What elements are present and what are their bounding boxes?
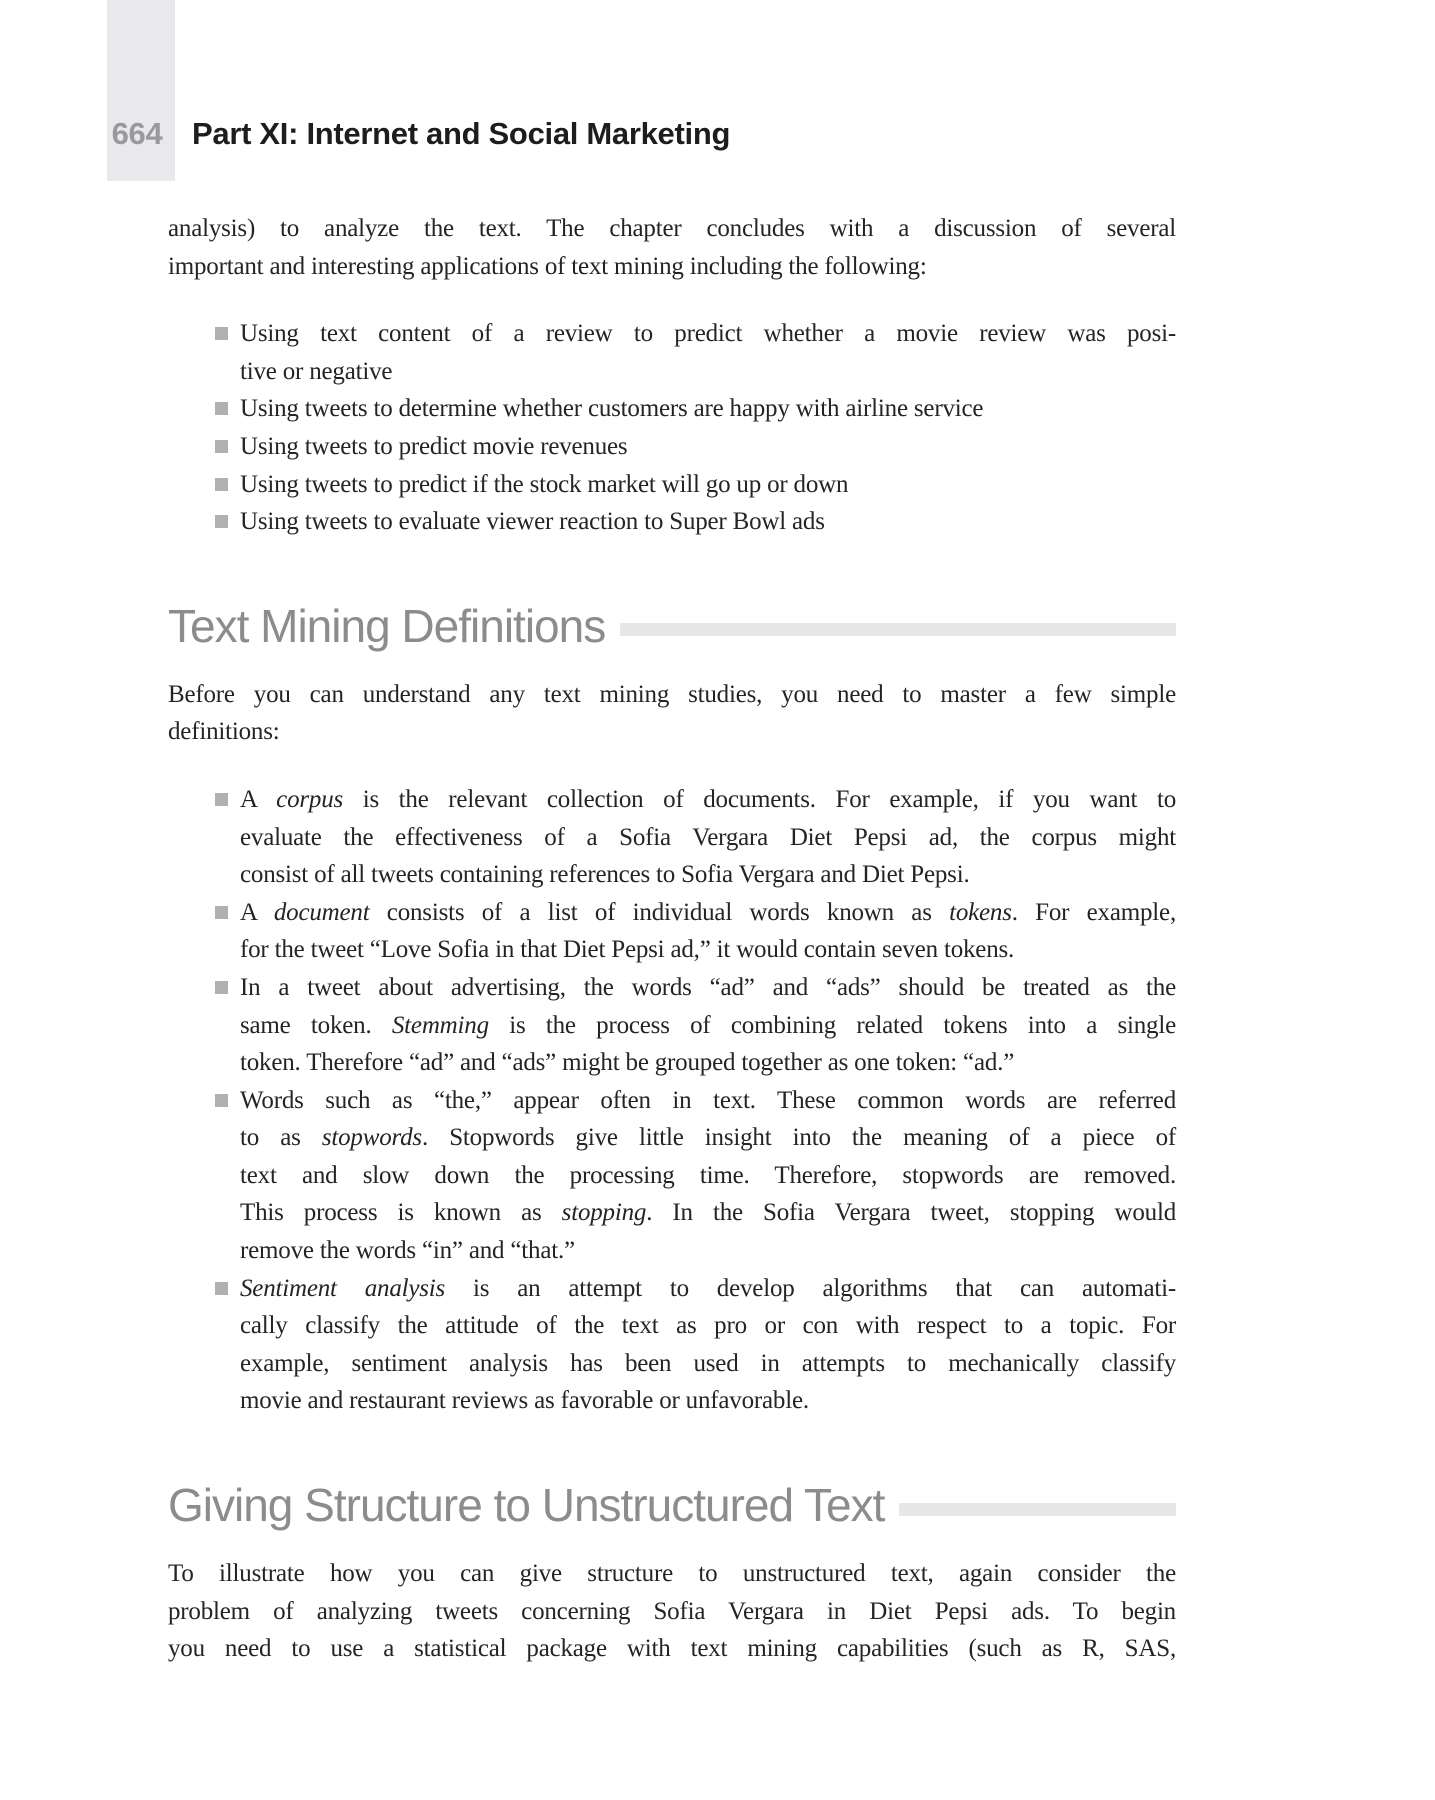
- text-line: [240, 1270, 1176, 1308]
- text-line: [240, 1232, 1176, 1270]
- text-line: [240, 894, 1176, 932]
- text-line: [240, 1157, 1176, 1195]
- bullet-square-icon: [215, 793, 228, 806]
- bullet-square-icon: [215, 402, 228, 415]
- heading-rule: [620, 623, 1176, 636]
- text-line: [240, 1044, 1176, 1082]
- text-run: Using tweets to predict movie revenues: [240, 432, 628, 460]
- list-item: [168, 1270, 1176, 1420]
- definitions-list: [168, 781, 1176, 1420]
- bullet-square-icon: [215, 981, 228, 994]
- structure-intro-paragraph: [168, 1555, 1176, 1668]
- text-run: example, sentiment analysis has been used in attempts to mechanically classify: [240, 1349, 1176, 1377]
- section-heading-text-mining-definitions: [168, 598, 1176, 654]
- heading-rule: [899, 1503, 1176, 1516]
- text-run: to as: [240, 1124, 322, 1152]
- section-heading-giving-structure: [168, 1477, 1176, 1533]
- page-header: [0, 116, 730, 152]
- list-item: [168, 315, 1176, 390]
- text-run: movie and restaurant reviews as favorable or unfavorable.: [240, 1387, 809, 1415]
- text-run: . For example,: [1011, 898, 1176, 926]
- text-run: consists of a list of individual words known as: [369, 898, 950, 926]
- page-corner-block: [107, 0, 175, 181]
- text-line: [240, 781, 1176, 819]
- italic-term: Sentiment analysis: [240, 1274, 446, 1302]
- text-run: problem of analyzing tweets concerning Sofia Vergara in Diet Pepsi ads. To begin: [168, 1597, 1176, 1625]
- text-line: [168, 248, 1176, 286]
- list-item: [168, 503, 1176, 541]
- text-line: [240, 969, 1176, 1007]
- text-run: Before you can understand any text mining studies, you need to master a few simple: [168, 680, 1176, 708]
- text-run: text and slow down the processing time. Therefore, stopwords are removed.: [240, 1161, 1176, 1189]
- text-line: [240, 503, 1176, 541]
- text-run: evaluate the effectiveness of a Sofia Vergara Diet Pepsi ad, the corpus might: [240, 823, 1176, 851]
- text-run: remove the words “in” and “that.”: [240, 1237, 575, 1265]
- italic-term: stopwords: [321, 1124, 422, 1152]
- page-number: 664: [111, 116, 163, 151]
- bullet-square-icon: [215, 1094, 228, 1107]
- text-run: Using tweets to evaluate viewer reaction to Super Bowl ads: [240, 508, 825, 536]
- text-run: Using tweets to determine whether customers are happy with airline service: [240, 395, 984, 423]
- definitions-intro-paragraph: [168, 676, 1176, 751]
- bullet-square-icon: [215, 1282, 228, 1295]
- text-run: . Stopwords give little insight into the meaning of a piece of: [421, 1124, 1176, 1152]
- text-run: important and interesting applications of text mining including the following:: [168, 252, 927, 280]
- document-body: [168, 210, 1176, 1668]
- list-item: [168, 894, 1176, 969]
- text-run: . In the Sofia Vergara tweet, stopping would: [646, 1199, 1176, 1227]
- text-line: [240, 428, 1176, 466]
- text-run: is the process of combining related tokens into a single: [488, 1011, 1176, 1039]
- text-line: [240, 819, 1176, 857]
- text-line: [168, 1630, 1176, 1668]
- italic-term: tokens: [949, 898, 1012, 926]
- italic-term: document: [273, 898, 370, 926]
- text-run: consist of all tweets containing references to Sofia Vergara and Diet Pepsi.: [240, 861, 970, 889]
- text-run: A: [240, 898, 274, 926]
- text-line: [168, 713, 1176, 751]
- text-line: [240, 1082, 1176, 1120]
- text-run: Using text content of a review to predict whether a movie review was posi-: [240, 320, 1176, 348]
- text-run: This process is known as: [240, 1199, 562, 1227]
- text-line: [240, 353, 1176, 391]
- italic-term: Stemming: [391, 1011, 489, 1039]
- text-run: definitions:: [168, 718, 280, 746]
- italic-term: corpus: [276, 785, 344, 813]
- text-run: is an attempt to develop algorithms that can automati-: [445, 1274, 1176, 1302]
- section-heading-text: Giving Structure to Unstructured Text: [168, 1479, 885, 1532]
- text-line: [168, 676, 1176, 714]
- list-item: [168, 466, 1176, 504]
- text-run: Words such as “the,” appear often in text. These common words are referred: [240, 1086, 1176, 1114]
- bullet-square-icon: [215, 478, 228, 491]
- text-run: Using tweets to predict if the stock market will go up or down: [240, 470, 849, 498]
- applications-list: [168, 315, 1176, 541]
- text-run: analysis) to analyze the text. The chapter concludes with a discussion of several: [168, 215, 1176, 242]
- bullet-square-icon: [215, 327, 228, 340]
- list-item: [168, 1082, 1176, 1270]
- italic-term: stopping: [561, 1199, 647, 1227]
- bullet-square-icon: [215, 515, 228, 528]
- text-line: [168, 210, 1176, 248]
- text-run: To illustrate how you can give structure to unstructured text, again consider the: [168, 1560, 1176, 1588]
- section-heading-text: Text Mining Definitions: [168, 599, 606, 652]
- list-item: [168, 969, 1176, 1082]
- text-line: [240, 1194, 1176, 1232]
- text-line: [240, 390, 1176, 428]
- text-run: A: [240, 785, 277, 813]
- text-line: [168, 1555, 1176, 1593]
- text-line: [168, 1593, 1176, 1631]
- text-run: cally classify the attitude of the text as pro or con with respect to a topic. For: [240, 1312, 1176, 1340]
- text-line: [240, 315, 1176, 353]
- list-item: [168, 428, 1176, 466]
- text-run: same token.: [240, 1011, 392, 1039]
- text-run: you need to use a statistical package with text mining capabilities (such as R, SAS,: [168, 1635, 1176, 1663]
- part-title: Part XI: Internet and Social Marketing: [192, 116, 731, 151]
- text-line: [240, 1119, 1176, 1157]
- list-item: [168, 781, 1176, 894]
- text-line: [240, 1307, 1176, 1345]
- text-line: [240, 466, 1176, 504]
- text-run: In a tweet about advertising, the words “ad” and “ads” should be treated as the: [240, 973, 1176, 1001]
- text-line: [240, 1007, 1176, 1045]
- text-line: [240, 931, 1176, 969]
- text-line: [240, 856, 1176, 894]
- text-run: for the tweet “Love Sofia in that Diet Pepsi ad,” it would contain seven tokens.: [240, 936, 1015, 964]
- list-item: [168, 390, 1176, 428]
- bullet-square-icon: [215, 906, 228, 919]
- text-run: tive or negative: [240, 357, 393, 385]
- text-line: [240, 1345, 1176, 1383]
- intro-paragraph: [168, 210, 1176, 285]
- text-line: [240, 1382, 1176, 1420]
- bullet-square-icon: [215, 440, 228, 453]
- text-run: is the relevant collection of documents. For example, if you want to: [343, 785, 1177, 813]
- text-run: token. Therefore “ad” and “ads” might be grouped together as one token: “ad.”: [240, 1049, 1015, 1077]
